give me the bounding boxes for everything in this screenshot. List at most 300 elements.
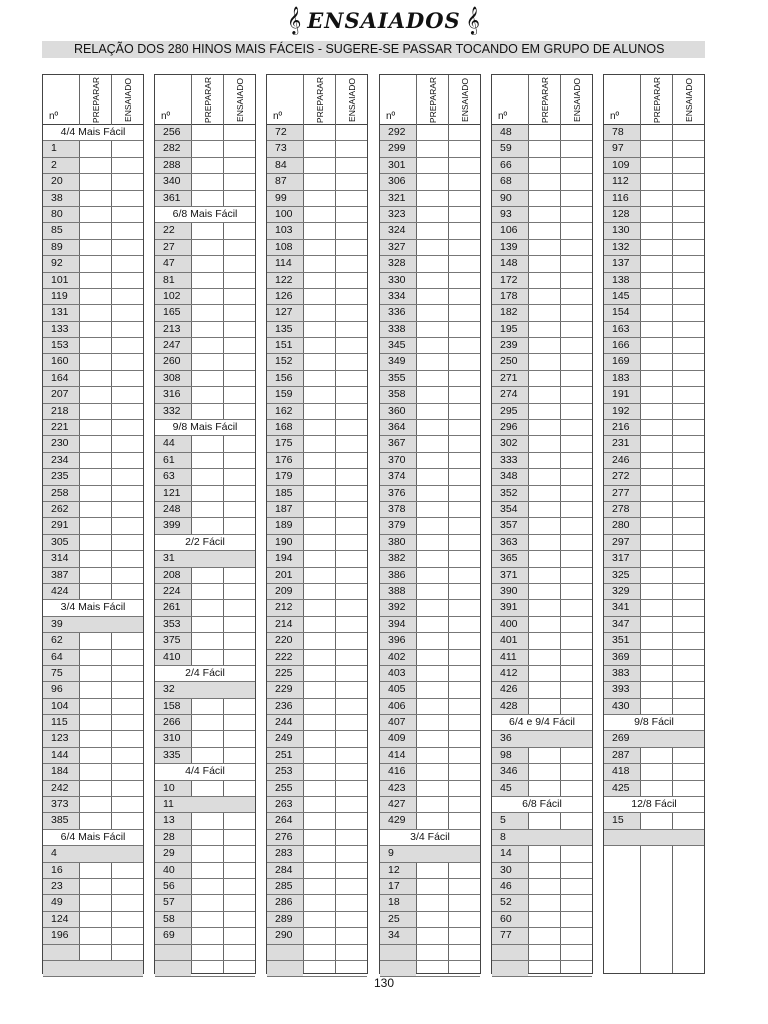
hymn-number: 348 [492,469,528,484]
hymn-number: 291 [43,518,79,533]
hymn-number: 406 [380,699,416,714]
hymn-number: 355 [380,371,416,386]
hymn-row [492,813,592,829]
hymn-row [380,158,480,174]
hymn-row [380,617,480,633]
time-signature-label: 3/4 Fácil [410,830,450,843]
time-signature-label: 4/4 Fácil [185,765,225,778]
hymn-row [267,502,367,518]
hymn-number: 363 [492,535,528,550]
hymn-number: 375 [155,633,191,648]
hymn-row [267,699,367,715]
hymn-row [267,731,367,747]
hymn-row [267,945,367,961]
hymn-row [492,912,592,928]
hymn-row [380,715,480,731]
hymn-row [380,141,480,157]
hymn-row [43,141,143,157]
hymn-number: 358 [380,387,416,402]
hymn-row [492,617,592,633]
number-header: nº [49,111,59,122]
hymn-number: 23 [43,879,79,894]
hymn-number: 346 [492,764,528,779]
hymn-number: 221 [43,420,79,435]
hymn-row [155,141,255,157]
number-header: nº [498,111,508,122]
hymn-row [492,486,592,502]
hymn-number: 121 [155,486,191,501]
hymn-row [267,912,367,928]
hymn-row [604,174,704,190]
hymn-number: 338 [380,322,416,337]
hymn-column-1 [42,74,144,974]
column-header [380,75,480,125]
hymn-row [43,764,143,780]
hymn-row [155,748,255,764]
hymn-row [492,322,592,338]
hymn-number: 401 [492,633,528,648]
hymn-number: 403 [380,666,416,681]
hymn-row [492,436,592,452]
hymn-row [43,682,143,698]
hymn-row [492,748,592,764]
hymn-number: 418 [604,764,640,779]
hymn-number: 302 [492,436,528,451]
hymn-number: 60 [492,912,528,927]
hymn-row [267,289,367,305]
time-signature-label: 2/2 Fácil [185,535,225,548]
hymn-row [267,453,367,469]
hymn-number: 212 [267,600,303,615]
hymn-number: 314 [43,551,79,566]
hymn-row [380,863,480,879]
hymn-number: 59 [492,141,528,156]
hymn-number: 409 [380,731,416,746]
hymn-row [155,568,255,584]
hymn-number: 98 [492,748,528,763]
hymn-number: 222 [267,650,303,665]
hymn-number: 272 [604,469,640,484]
hymn-number: 297 [604,535,640,550]
hymn-number: 341 [604,600,640,615]
hymn-number: 301 [380,158,416,173]
hymn-row [492,305,592,321]
page-number: 130 [373,976,395,990]
hymn-number: 66 [492,158,528,173]
hymn-row [155,682,255,698]
rehearsed-header: ENSAIADO [123,78,133,122]
hymn-number: 122 [267,273,303,288]
hymn-row [380,240,480,256]
hymn-number: 164 [43,371,79,386]
hymn-row [492,420,592,436]
row-list [492,125,592,977]
hymn-number: 109 [604,158,640,173]
hymn-number: 286 [267,895,303,910]
hymn-number: 334 [380,289,416,304]
hymn-number: 154 [604,305,640,320]
hymn-number: 128 [604,207,640,222]
section-header-row [604,715,704,731]
hymn-row [380,322,480,338]
hymn-row [604,617,704,633]
hymn-number: 39 [43,617,79,632]
hymn-row [492,174,592,190]
hymn-number: 22 [155,223,191,238]
hymn-row [155,650,255,666]
hymn-number: 58 [155,912,191,927]
hymn-row [380,518,480,534]
hymn-number: 255 [267,781,303,796]
hymn-row [380,125,480,141]
hymn-row [492,256,592,272]
hymn-number: 235 [43,469,79,484]
hymn-row [380,961,480,977]
hymn-number [43,945,79,960]
hymn-row [380,223,480,239]
column-header [267,75,367,125]
hymn-row [492,699,592,715]
hymn-row [155,518,255,534]
hymn-row [155,600,255,616]
hymn-row [380,502,480,518]
time-signature-label: 2/4 Fácil [185,666,225,679]
hymn-number: 13 [155,813,191,828]
hymn-number: 214 [267,617,303,632]
hymn-row [43,797,143,813]
hymn-row [267,748,367,764]
hymn-number: 12 [380,863,416,878]
hymn-row [604,207,704,223]
rehearsed-header: ENSAIADO [460,78,470,122]
hymn-number: 163 [604,322,640,337]
hymn-row [43,338,143,354]
hymn-number: 224 [155,584,191,599]
hymn-row [43,256,143,272]
hymn-row [155,945,255,961]
hymn-row [380,584,480,600]
hymn-number: 144 [43,748,79,763]
hymn-number: 81 [155,273,191,288]
hymn-number: 371 [492,568,528,583]
hymn-number: 321 [380,191,416,206]
hymn-number: 90 [492,191,528,206]
hymn-number: 116 [604,191,640,206]
hymn-row [43,781,143,797]
hymn-row [43,748,143,764]
hymn-number: 127 [267,305,303,320]
hymn-row [43,912,143,928]
hymn-number: 153 [43,338,79,353]
hymn-row [380,682,480,698]
hymn-row [380,797,480,813]
hymn-number: 253 [267,764,303,779]
hymn-row [155,371,255,387]
hymn-number: 218 [43,404,79,419]
hymn-row [492,945,592,961]
hymn-number: 28 [155,830,191,845]
hymn-number: 373 [43,797,79,812]
hymn-number: 78 [604,125,640,140]
hymn-number: 4 [43,846,79,861]
column-header [155,75,255,125]
hymn-number: 354 [492,502,528,517]
rehearsed-header: ENSAIADO [684,78,694,122]
hymn-row [380,486,480,502]
hymn-number: 284 [267,863,303,878]
hymn-row [380,174,480,190]
hymn-row [43,617,143,633]
hymn-number: 132 [604,240,640,255]
rehearsed-header: ENSAIADO [347,78,357,122]
hymn-column-3 [266,74,368,974]
column-header [604,75,704,125]
hymn-row [155,322,255,338]
hymn-row [43,928,143,944]
hymn-row [267,830,367,846]
hymn-row [492,125,592,141]
hymn-row [155,699,255,715]
hymn-row [155,846,255,862]
section-header-row [43,125,143,141]
hymn-row [155,469,255,485]
hymn-number: 345 [380,338,416,353]
hymn-number: 135 [267,322,303,337]
hymn-row [267,879,367,895]
hymn-number: 2 [43,158,79,173]
hymn-number: 364 [380,420,416,435]
hymn-row [155,912,255,928]
prepare-header: PREPARAR [652,76,662,124]
hymn-number: 208 [155,568,191,583]
hymn-row [155,273,255,289]
hymn-row [380,731,480,747]
hymn-number: 48 [492,125,528,140]
hymn-number: 172 [492,273,528,288]
hymn-row [155,617,255,633]
hymn-number: 182 [492,305,528,320]
hymn-number: 260 [155,354,191,369]
hymn-number: 361 [155,191,191,206]
hymn-number: 189 [267,518,303,533]
hymn-number: 156 [267,371,303,386]
hymn-row [267,354,367,370]
hymn-row [380,568,480,584]
hymn-number: 325 [604,568,640,583]
hymn-row [492,863,592,879]
hymn-row [43,895,143,911]
hymn-row [604,584,704,600]
hymn-row [43,469,143,485]
hymn-number: 264 [267,813,303,828]
hymn-number: 152 [267,354,303,369]
hymn-number: 89 [43,240,79,255]
hymn-number: 47 [155,256,191,271]
hymn-row [155,797,255,813]
hymn-row [604,731,704,747]
hymn-row [155,781,255,797]
hymn-number: 10 [155,781,191,796]
hymn-row [155,879,255,895]
hymn-row [380,945,480,961]
hymn-row [43,584,143,600]
hymn-row [492,191,592,207]
hymn-number: 108 [267,240,303,255]
hymn-row [604,240,704,256]
hymn-row [604,191,704,207]
hymn-number: 327 [380,240,416,255]
hymn-row [492,240,592,256]
hymn-row [155,387,255,403]
time-signature-label: 6/4 Mais Fácil [60,830,126,843]
hymn-row [492,502,592,518]
hymn-number: 426 [492,682,528,697]
hymn-row [492,781,592,797]
prepare-header: PREPARAR [540,76,550,124]
hymn-number: 262 [43,502,79,517]
hymn-number: 8 [492,830,528,845]
hymn-number: 330 [380,273,416,288]
hymn-number: 87 [267,174,303,189]
hymn-number: 378 [380,502,416,517]
hymn-number: 263 [267,797,303,812]
hymn-row [43,813,143,829]
hymn-number: 333 [492,453,528,468]
hymn-row [43,273,143,289]
prepare-header: PREPARAR [91,76,101,124]
hymn-number: 77 [492,928,528,943]
hymn-number: 44 [155,436,191,451]
hymn-row [604,305,704,321]
hymn-number: 175 [267,436,303,451]
hymn-number: 100 [267,207,303,222]
hymn-number: 137 [604,256,640,271]
hymn-number: 145 [604,289,640,304]
hymn-number: 340 [155,174,191,189]
hymn-row [267,846,367,862]
hymn-number: 247 [155,338,191,353]
hymn-number: 25 [380,912,416,927]
hymn-row [492,895,592,911]
hymn-number: 429 [380,813,416,828]
section-header-row [604,797,704,813]
hymn-row [380,436,480,452]
section-header-row [43,600,143,616]
hymn-number [492,945,528,960]
hymn-row [267,125,367,141]
hymn-number: 194 [267,551,303,566]
hymn-row [380,305,480,321]
hymn-row [267,764,367,780]
hymn-number: 168 [267,420,303,435]
hymn-row [604,289,704,305]
time-signature-label: 4/4 Mais Fácil [60,126,126,138]
hymn-number: 316 [155,387,191,402]
section-header-row [155,666,255,682]
hymn-number: 63 [155,469,191,484]
hymn-row [43,568,143,584]
hymn-row [267,617,367,633]
row-list [267,125,367,977]
hymn-number: 360 [380,404,416,419]
hymn-number: 369 [604,650,640,665]
section-header-row [492,715,592,731]
hymn-row [155,404,255,420]
hymn-number: 383 [604,666,640,681]
hymn-row [604,158,704,174]
hymn-number: 387 [43,568,79,583]
hymn-number: 160 [43,354,79,369]
hymn-row [380,781,480,797]
hymn-number: 416 [380,764,416,779]
hymn-row [380,338,480,354]
hymn-number: 93 [492,207,528,222]
hymn-number: 52 [492,895,528,910]
hymn-row [492,207,592,223]
hymn-row [492,223,592,239]
hymn-number: 351 [604,633,640,648]
hymn-number: 119 [43,289,79,304]
hymn-number: 410 [155,650,191,665]
prepare-header: PREPARAR [203,76,213,124]
hymn-number: 248 [155,502,191,517]
hymn-row [604,502,704,518]
hymn-row [380,551,480,567]
hymn-row [492,141,592,157]
hymn-row [267,240,367,256]
hymn-number: 239 [492,338,528,353]
hymn-row [43,404,143,420]
hymn-row [380,256,480,272]
section-header-row [380,830,480,846]
hymn-number: 178 [492,289,528,304]
hymn-number: 400 [492,617,528,632]
row-list [43,125,143,977]
hymn-number: 123 [43,731,79,746]
hymn-row [604,518,704,534]
hymn-row [267,928,367,944]
hymn-number: 69 [155,928,191,943]
hymn-number: 184 [43,764,79,779]
hymn-number: 271 [492,371,528,386]
title-text: ENSAIADOS [307,8,461,33]
hymn-row [380,420,480,436]
hymn-row [604,633,704,649]
hymn-number: 72 [267,125,303,140]
hymn-number: 386 [380,568,416,583]
hymn-row [155,223,255,239]
hymn-number: 392 [380,600,416,615]
hymn-row [492,453,592,469]
hymn-number: 62 [43,633,79,648]
hymn-number: 1 [43,141,79,156]
hymn-row [267,813,367,829]
hymn-row [604,256,704,272]
hymn-number: 195 [492,322,528,337]
hymn-number: 405 [380,682,416,697]
hymn-row [43,158,143,174]
hymn-row [267,633,367,649]
hymn-number [155,945,191,960]
hymn-row [492,633,592,649]
hymn-row [155,961,255,977]
hymn-row [380,813,480,829]
hymn-number: 242 [43,781,79,796]
hymn-row [267,207,367,223]
hymn-number [267,945,303,960]
hymn-row [43,633,143,649]
treble-clef-icon: 𝄞 [287,6,303,34]
